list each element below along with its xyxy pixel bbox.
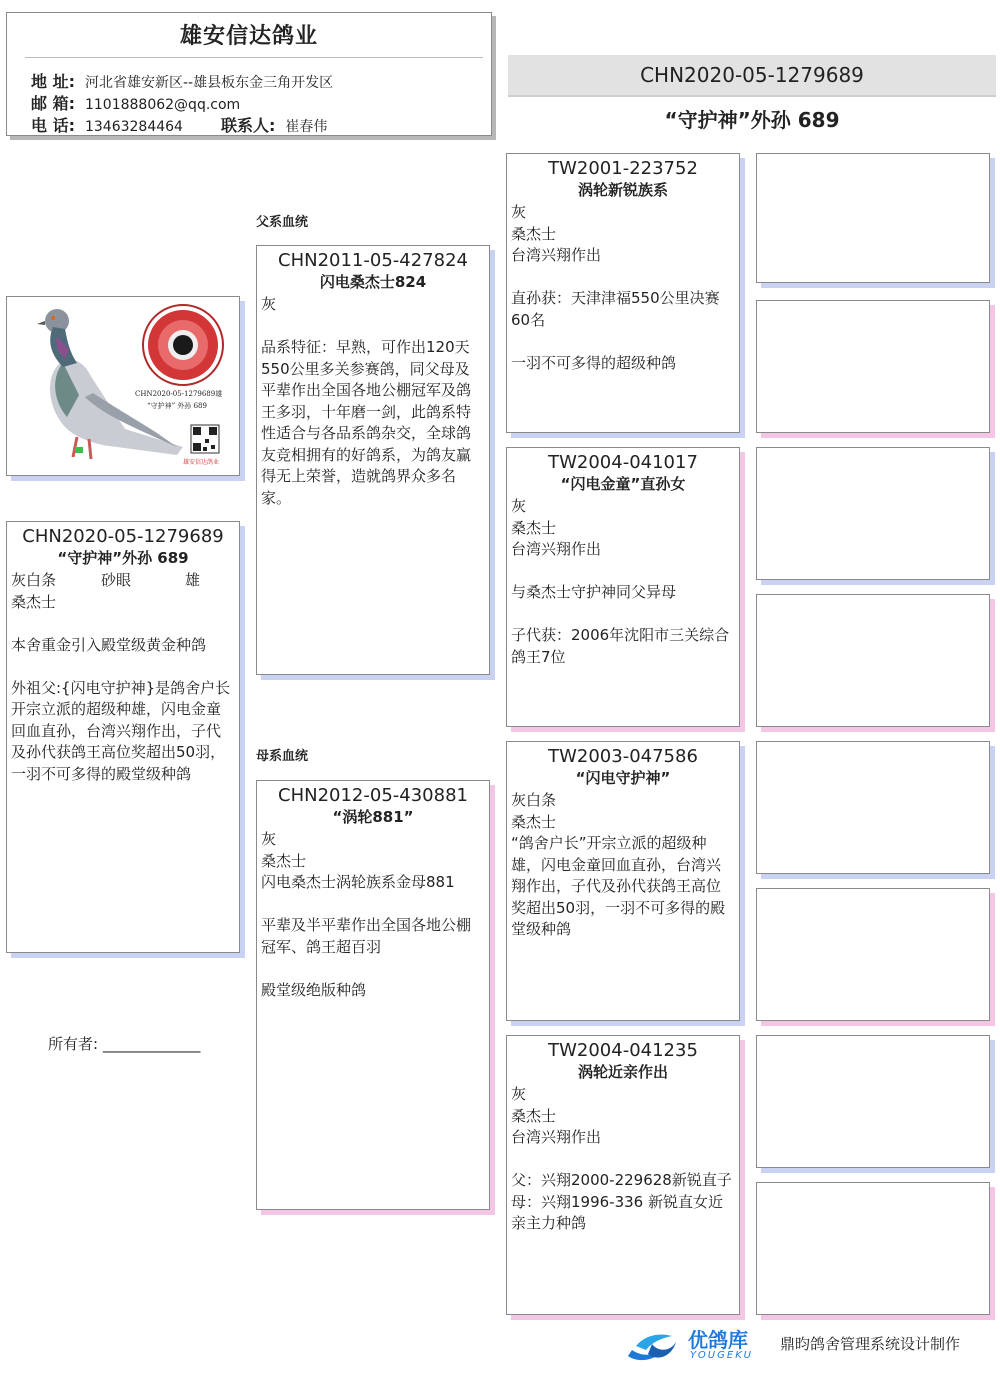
sire-ring: CHN2011-05-427824 xyxy=(278,250,468,271)
ggp-box-2 xyxy=(756,300,990,433)
gp-breeder: 台湾兴翔作出 xyxy=(511,1128,602,1146)
brand-name-cn: 优鸽库 xyxy=(688,1328,748,1352)
dam-strain: 桑杰士 xyxy=(261,851,307,870)
grandsire-maternal-card xyxy=(506,741,740,1021)
sire-line-label: 父系血统 xyxy=(256,215,309,230)
dam-line-label: 母系血统 xyxy=(256,749,309,764)
address-label: 地 址: xyxy=(31,72,75,91)
gp-ring: TW2004-041017 xyxy=(548,452,698,473)
contact-value: 崔春伟 xyxy=(285,119,328,135)
subject-color: 灰白条 xyxy=(11,571,57,589)
dam-card xyxy=(256,780,490,1210)
main-ring-band: CHN2020-05-1279689 xyxy=(508,55,996,95)
dam-name: “涡轮881” xyxy=(332,808,414,826)
gp-name: 涡轮近亲作出 xyxy=(577,1063,668,1081)
sire-color: 灰 xyxy=(261,295,277,313)
photo-stamp: 雄安信达鸽业 xyxy=(183,459,220,466)
subject-card xyxy=(6,521,240,953)
gp-color: 灰 xyxy=(511,203,527,221)
gp-note-1: 父：兴翔2000-229628新锐直子 xyxy=(511,1171,732,1189)
gp-ring: TW2004-041235 xyxy=(548,1040,698,1061)
email-value: 1101888062@qq.com xyxy=(84,97,241,113)
ggp-box-3 xyxy=(756,447,990,580)
gp-color: 灰白条 xyxy=(511,791,557,809)
ggp-box-1 xyxy=(756,153,990,283)
company-header xyxy=(6,12,492,136)
brand-name-en: YOUGEKU xyxy=(690,1350,753,1361)
email-row xyxy=(31,91,240,114)
ggp-box-6 xyxy=(756,888,990,1021)
gp-ring: TW2001-223752 xyxy=(548,158,698,179)
subject-sex: 雄 xyxy=(185,571,201,589)
gp-color: 灰 xyxy=(511,497,527,515)
ggp-box-8 xyxy=(756,1182,990,1315)
contact-label: 联系人: xyxy=(220,116,276,135)
subject-traits xyxy=(11,570,233,592)
ggp-box-5 xyxy=(756,741,990,874)
owner-line: 所有者: _____________ xyxy=(48,1035,201,1053)
gp-name: 涡轮新锐族系 xyxy=(577,181,668,199)
main-pigeon-name: “守护神”外孙 689 xyxy=(664,108,840,132)
subject-ring: CHN2020-05-1279689 xyxy=(22,526,224,547)
photo-caption-name: “守护神” 外孙 689 xyxy=(147,402,207,410)
grandsire-paternal-card xyxy=(506,153,740,433)
gp-note-1: 直孙获：天津津福550公里决赛60名 xyxy=(511,289,720,329)
dam-ring: CHN2012-05-430881 xyxy=(278,785,468,806)
gp-breeder: 台湾兴翔作出 xyxy=(511,246,602,264)
dam-line: 闪电桑杰士涡轮族系金母881 xyxy=(261,873,455,891)
gp-note-1: “鸽舍户长”开宗立派的超级种雄，闪电金童回血直孙，台湾兴翔作出，子代及孙代获鸽王高位奖超出50羽，一羽不可多得的殿堂级种鸽 xyxy=(511,834,726,938)
gp-breeder: 台湾兴翔作出 xyxy=(511,540,602,558)
subject-note-1: 本舍重金引入殿堂级黄金种鸽 xyxy=(11,635,207,654)
photo-caption-ring: CHN2020-05-1279689雄 xyxy=(135,390,223,398)
phone-row xyxy=(31,113,327,136)
subject-strain: 桑杰士 xyxy=(11,592,57,611)
address-row xyxy=(31,69,333,92)
gp-note-2: 子代获：2006年沈阳市三关综合鸽王7位 xyxy=(511,626,730,666)
company-name: 雄安信达鸽业 xyxy=(179,24,318,49)
gp-strain: 桑杰士 xyxy=(511,812,557,831)
brand-swirl-icon xyxy=(622,1322,682,1368)
pigeon-photo xyxy=(7,297,239,475)
ggp-box-4 xyxy=(756,594,990,727)
header-divider xyxy=(25,57,483,58)
main-ring-rule xyxy=(508,95,996,97)
email-label: 邮 箱: xyxy=(31,94,75,113)
pigeon-photo-card xyxy=(6,296,240,476)
gp-note-2: 一羽不可多得的超级种鸽 xyxy=(511,353,677,372)
address-value: 河北省雄安新区--雄县板东金三角开发区 xyxy=(84,75,334,91)
footer-credit: 鼎昀鸽舍管理系统设计制作 xyxy=(780,1335,961,1353)
sire-note: 品系特征：早熟，可作出120天550公里多关参赛鸽，同父母及平辈作出全国各地公棚冠军及鸽王多羽，十年磨一剑，此鸽系特性适合与各品系鸽杂交，全球鸽友竞相拥有的好鸽系，为鸽友赢得无上荣誉，造就鸽界众多名家。 xyxy=(261,338,472,507)
dam-note-1: 平辈及半平辈作出全国各地公棚冠军、鸽王超百羽 xyxy=(261,916,472,956)
sire-name: 闪电桑杰士824 xyxy=(319,273,427,291)
phone-label: 电 话: xyxy=(31,116,75,135)
gp-strain: 桑杰士 xyxy=(511,224,557,243)
gp-strain: 桑杰士 xyxy=(511,518,557,537)
subject-note-2: 外祖父:{闪电守护神}是鸽舍户长开宗立派的超级种雄，闪电金童回血直孙，台湾兴翔作出，子代及孙代获鸽王高位奖超出50羽，一羽不可多得的殿堂级种鸽 xyxy=(11,678,231,783)
gp-name: “闪电守护神” xyxy=(575,769,671,787)
sire-card xyxy=(256,245,490,675)
gp-color: 灰 xyxy=(511,1085,527,1103)
gp-ring: TW2003-047586 xyxy=(548,746,698,767)
granddam-paternal-card xyxy=(506,447,740,727)
gp-note-1: 与桑杰士守护神同父异母 xyxy=(511,583,677,601)
brand-logo xyxy=(622,1322,792,1368)
subject-eye: 砂眼 xyxy=(101,571,132,589)
ggp-box-7 xyxy=(756,1035,990,1168)
gp-note-2: 母：兴翔1996-336 新锐直女近亲主力种鸽 xyxy=(511,1192,723,1232)
gp-name: “闪电金童”直孙女 xyxy=(560,475,686,493)
dam-note-2: 殿堂级绝版种鸽 xyxy=(261,980,367,999)
gp-strain: 桑杰士 xyxy=(511,1106,557,1125)
phone-value: 13463284464 xyxy=(84,119,183,135)
subject-name: “守护神”外孙 689 xyxy=(57,549,189,567)
granddam-maternal-card xyxy=(506,1035,740,1315)
dam-color: 灰 xyxy=(261,830,277,848)
